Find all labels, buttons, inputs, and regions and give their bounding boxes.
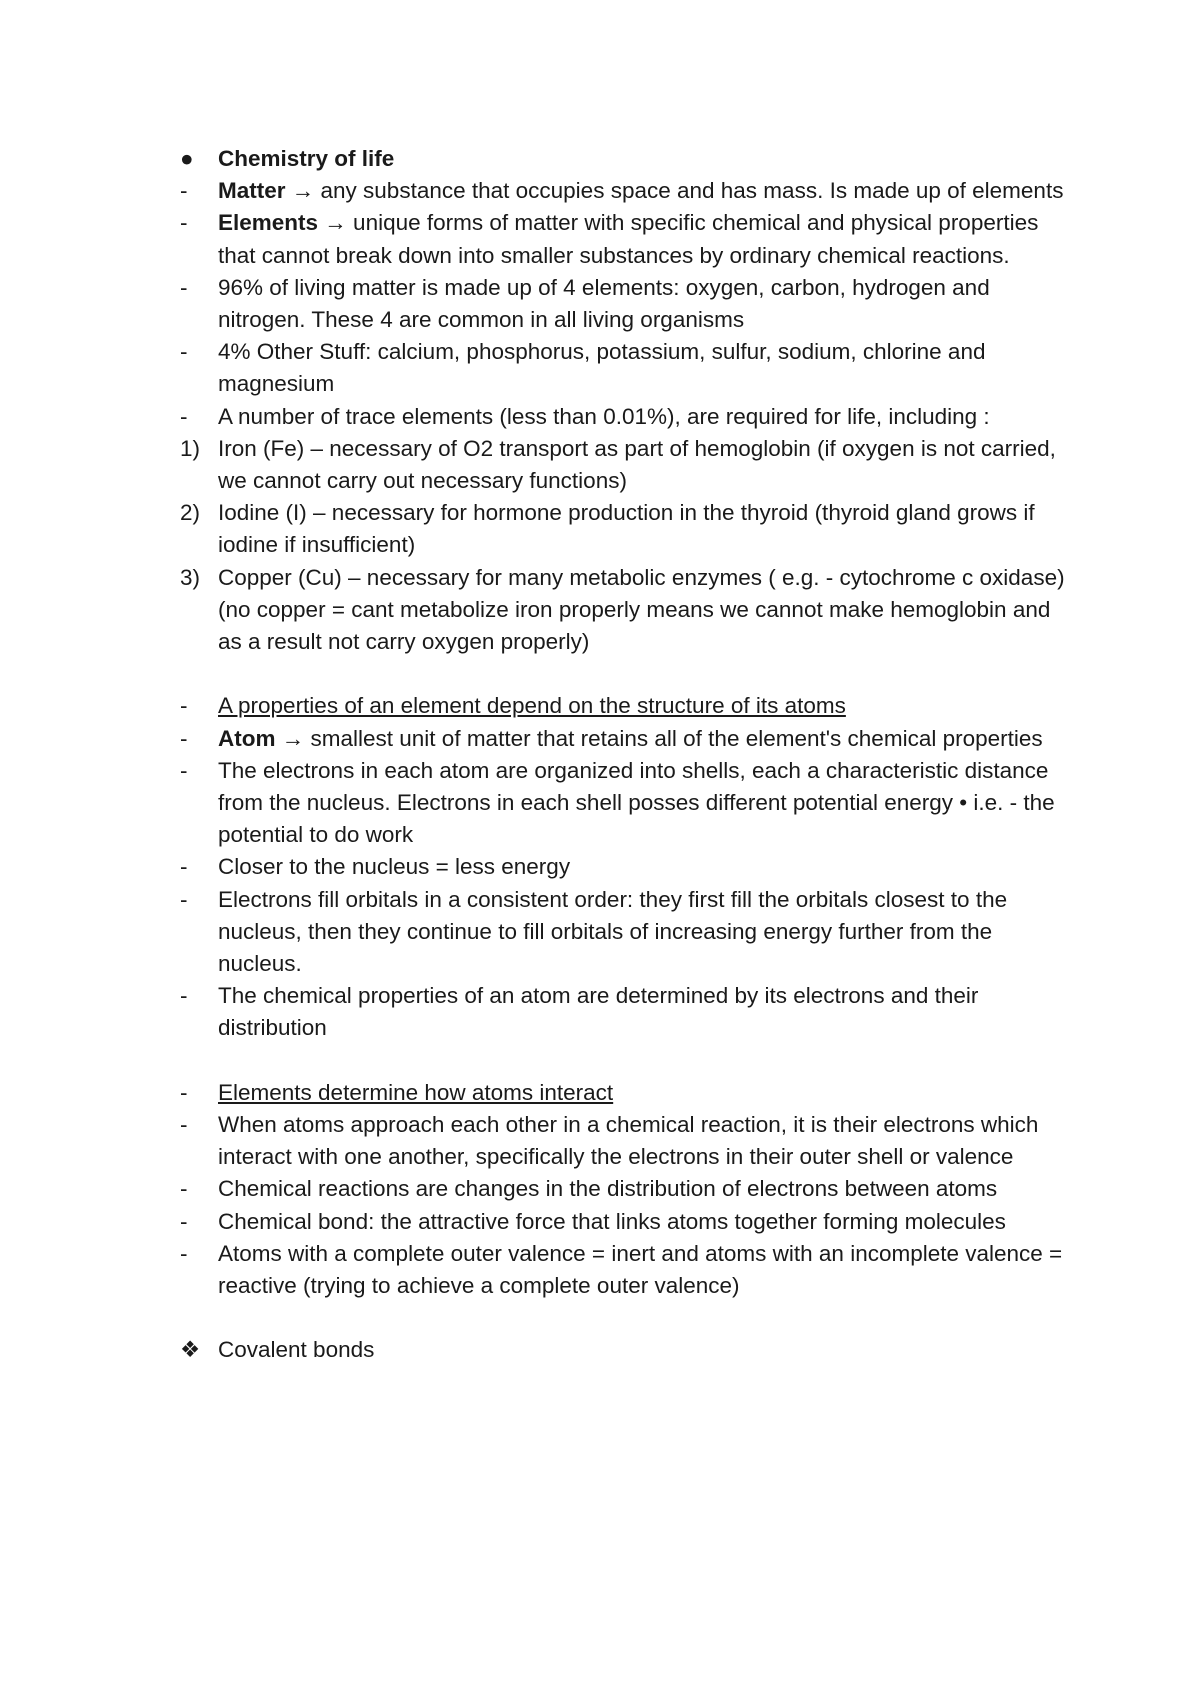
- item-text: Iron (Fe) – necessary of O2 transport as part of hemoglobin (if oxygen is not carried, we cannot carry out necessary functions): [218, 435, 1056, 494]
- list-item-subheading: [180, 1077, 1080, 1109]
- item-text: Atoms with a complete outer valence = inert and atoms with an incomplete valence = reactive (trying to achieve a complete outer valence): [218, 1240, 1063, 1299]
- list-item: [180, 980, 1080, 1044]
- item-text: Chemical bond: the attractive force that links atoms together forming molecules: [218, 1208, 1006, 1234]
- heading-chemistry-of-life: Chemistry of life: [218, 146, 395, 171]
- item-text: Closer to the nucleus = less energy: [218, 854, 571, 880]
- definition-text: → any substance that occupies space and has mass. Is made up of elements: [285, 178, 1064, 204]
- item-text: 4% Other Stuff: calcium, phosphorus, potassium, sulfur, sodium, chlorine and magnesium: [218, 339, 986, 397]
- item-text: Copper (Cu) – necessary for many metabolic enzymes ( e.g. - cytochrome c oxidase) (no copper = cant metabolize iron properly means we cannot make hemoglobin and as a result not carry oxygen properly): [218, 564, 1065, 655]
- list-item-subheading: [180, 690, 1080, 722]
- list-item: [180, 1173, 1080, 1205]
- dash-marker: -: [180, 1240, 188, 1266]
- dash-marker: -: [180, 886, 188, 912]
- list-item: [180, 272, 1080, 336]
- dash-marker: -: [180, 854, 188, 880]
- heading-covalent-bonds: Covalent bonds: [218, 1337, 375, 1363]
- dash-marker: -: [180, 1112, 188, 1138]
- item-text: The chemical properties of an atom are determined by its electrons and their distribution: [218, 983, 979, 1041]
- term-elements: Elements: [218, 210, 319, 236]
- blank-line: [180, 1302, 1080, 1334]
- subheading-atoms: A properties of an element depend on the structure of its atoms: [218, 693, 846, 719]
- list-item: [180, 207, 1080, 271]
- dash-marker: -: [180, 1079, 188, 1105]
- list-item-heading: [180, 143, 1080, 175]
- list-item: [180, 884, 1080, 981]
- dash-marker: -: [180, 693, 188, 719]
- list-item: [180, 755, 1080, 852]
- definition-text: → unique forms of matter with specific chemical and physical properties that cannot break down into smaller substances by ordinary chemical reactions.: [218, 210, 1039, 268]
- dash-marker: -: [180, 1208, 188, 1234]
- blank-line: [180, 658, 1080, 690]
- numbered-item-iodine: [180, 497, 1080, 561]
- item-text: 96% of living matter is made up of 4 elements: oxygen, carbon, hydrogen and nitrogen. These 4 are common in all living organisms: [218, 274, 990, 333]
- definition-text: → smallest unit of matter that retains all of the element's chemical properties: [275, 725, 1043, 751]
- number-marker: 1): [180, 435, 201, 461]
- dash-marker: -: [180, 403, 188, 429]
- dash-marker: -: [180, 274, 188, 300]
- number-marker: 3): [180, 564, 201, 590]
- list-item: [180, 1109, 1080, 1173]
- list-item: [180, 336, 1080, 400]
- term-atom: Atom: [218, 725, 276, 751]
- dash-marker: -: [180, 339, 188, 365]
- list-item: [180, 401, 1080, 433]
- item-text: Chemical reactions are changes in the distribution of electrons between atoms: [218, 1176, 998, 1202]
- number-marker: 2): [180, 500, 201, 526]
- dash-marker: -: [180, 725, 188, 751]
- blank-line: [180, 1045, 1080, 1077]
- list-item: [180, 1206, 1080, 1238]
- dash-marker: -: [180, 210, 188, 236]
- subheading-interactions: Elements determine how atoms interact: [218, 1079, 614, 1105]
- dash-marker: -: [180, 757, 188, 783]
- term-matter: Matter: [218, 178, 286, 204]
- list-item: [180, 851, 1080, 883]
- item-text: Electrons fill orbitals in a consistent order: they first fill the orbitals closest to the nucleus, then they continue to fill orbitals of increasing energy further from the nucleus.: [218, 886, 1008, 977]
- notes-list: [180, 143, 1080, 1367]
- item-text: Iodine (I) – necessary for hormone production in the thyroid (thyroid gland grows if iodine if insufficient): [218, 500, 1035, 558]
- bullet-icon: ●: [180, 146, 194, 171]
- list-item: [180, 723, 1080, 755]
- dash-marker: -: [180, 1176, 188, 1202]
- numbered-item-copper: [180, 562, 1080, 659]
- item-text: A number of trace elements (less than 0.01%), are required for life, including :: [218, 403, 990, 429]
- item-text: When atoms approach each other in a chemical reaction, it is their electrons which interact with one another, specifically the electrons in their outer shell or valence: [218, 1112, 1039, 1170]
- numbered-item-iron: [180, 433, 1080, 497]
- dash-marker: -: [180, 983, 188, 1009]
- item-text: The electrons in each atom are organized into shells, each a characteristic distance from the nucleus. Electrons in each shell posses different potential energy • i.e. - the potential to do work: [218, 757, 1055, 848]
- list-item: [180, 1238, 1080, 1302]
- list-item-covalent-bonds: [180, 1334, 1080, 1366]
- list-item: [180, 175, 1080, 207]
- dash-marker: -: [180, 178, 188, 204]
- diamond-bullet-icon: ❖: [180, 1337, 201, 1363]
